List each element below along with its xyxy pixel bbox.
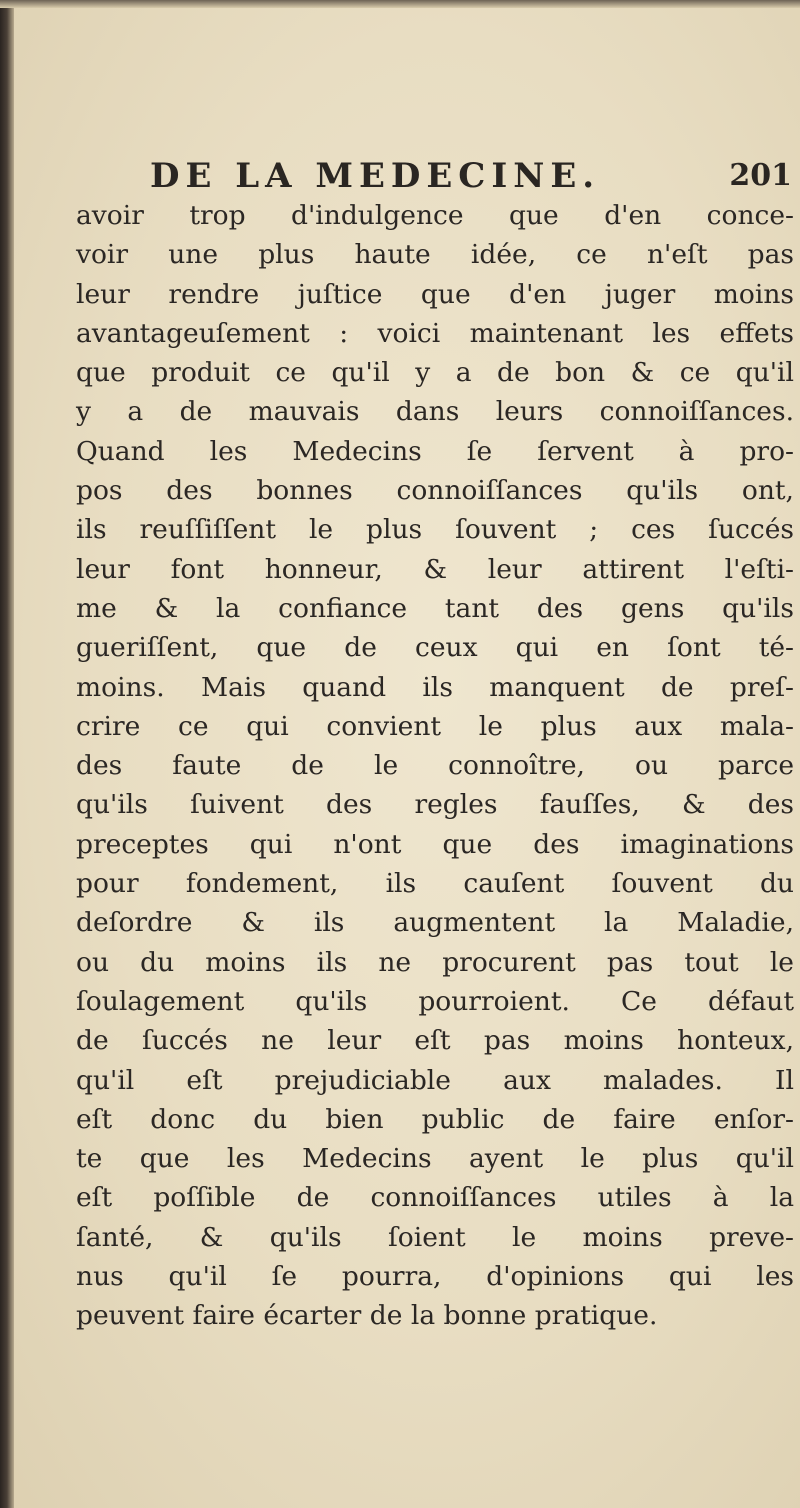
text-line: que produit ce qu'il y a de bon & ce qu'il	[76, 357, 794, 389]
text-line: deſordre & ils augmentent la Maladie,	[76, 907, 794, 939]
page-number: 201	[729, 158, 792, 193]
text-line: avantageuſement : voici maintenant les effets	[76, 317, 794, 349]
text-line: moins. Mais quand ils manquent de preſ-	[76, 671, 794, 703]
text-line: nus qu'il ſe pourra, d'opinions qui les	[76, 1261, 794, 1293]
text-line: crire ce qui convient le plus aux mala-	[76, 710, 794, 742]
text-line: gueriſſent, que de ceux qui en ſont té-	[76, 632, 794, 664]
text-line: te que les Medecins ayent le plus qu'il	[76, 1143, 794, 1175]
text-line: preceptes qui n'ont que des imaginations	[76, 828, 794, 860]
text-line: y a de mauvais dans leurs connoiſſances.	[76, 396, 794, 428]
text-line: peuvent faire écarter de la bonne pratique.	[76, 1300, 658, 1332]
text-line: de ſuccés ne leur eſt pas moins honteux,	[76, 1025, 794, 1057]
text-line: leur font honneur, & leur attirent l'eſti-	[76, 553, 794, 585]
page-header	[80, 156, 792, 196]
text-line: ſanté, & qu'ils ſoient le moins preve-	[76, 1221, 794, 1253]
page-gutter	[0, 0, 14, 1508]
text-line: ſoulagement qu'ils pourroient. Ce défaut	[76, 985, 794, 1017]
running-title: DE LA MEDECINE.	[150, 156, 601, 196]
text-line: eſt donc du bien public de faire enſor-	[76, 1103, 794, 1135]
text-line: Quand les Medecins ſe ſervent à pro-	[76, 435, 794, 467]
text-line: eſt poſſible de connoiſſances utiles à la	[76, 1182, 794, 1214]
text-line: ou du moins ils ne procurent pas tout le	[76, 946, 794, 978]
text-line: ils reuſſiſſent le plus ſouvent ; ces ſuccés	[76, 514, 794, 546]
text-line: voir une plus haute idée, ce n'eſt pas	[76, 239, 794, 271]
text-line: qu'il eſt prejudiciable aux malades. Il	[76, 1064, 794, 1096]
page-top-edge	[0, 0, 800, 8]
text-line: avoir trop d'indulgence que d'en conce-	[76, 200, 794, 231]
text-line: me & la confiance tant des gens qu'ils	[76, 592, 794, 624]
text-line: qu'ils ſuivent des regles fauſſes, & des	[76, 789, 794, 821]
text-line: leur rendre juſtice que d'en juger moins	[76, 278, 794, 310]
text-line: pour fondement, ils cauſent ſouvent du	[76, 868, 794, 900]
body-text	[76, 196, 794, 1336]
text-line: pos des bonnes connoiſſances qu'ils ont,	[76, 475, 794, 507]
text-line: des faute de le connoître, ou parce	[76, 750, 794, 782]
